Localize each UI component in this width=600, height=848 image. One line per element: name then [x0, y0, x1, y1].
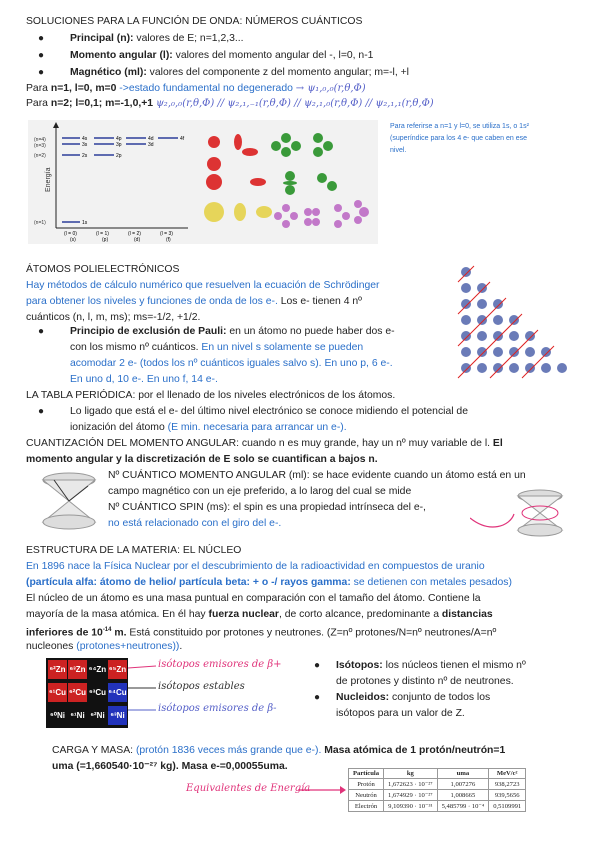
energy-axis-label: Energía: [45, 167, 52, 192]
qn-angular: Momento angular (l): valores del momento angular del -, l=0, n-1: [70, 50, 374, 61]
bullet: ●: [38, 406, 45, 417]
bullet: ●: [38, 326, 45, 337]
spin-cone-diagram: [470, 486, 570, 540]
table-cell: 939,5656: [489, 790, 526, 801]
section-title-polyelectronic: ÁTOMOS POLIELECTRÓNICOS: [26, 264, 180, 275]
pauli-line-3: acomodar 2 e- (todos los nº cuánticos iguales salvo s). En uno p, 6 e-.: [70, 358, 393, 369]
mass-line-2: uma (=1,660540·10⁻²⁷ kg). Masa e-=0,00055uma.: [52, 761, 288, 772]
hw-beta-plus: isótopos emisores de β+: [158, 659, 282, 670]
angular-quantization-line-2: momento angular y la discretización de E solo se cuantifican a bajos n.: [26, 454, 378, 465]
nuclide-cell: ⁶²Ni: [88, 706, 107, 725]
side-note-2: (superíndice para los 4 e- que caben en ese: [390, 135, 527, 142]
nuclide-cell: ⁶¹Cu: [48, 683, 67, 702]
nuclide-cell: ⁶⁴Cu: [108, 683, 127, 702]
ml-line-2: campo magnético con un eje preferido, a lo larog del cual se mide: [108, 486, 412, 497]
isotopes-line-2: de protones y distinto nº de neutrones.: [336, 676, 514, 687]
nuclides-line-2: isótopos para un valor de Z.: [336, 708, 465, 719]
l-label: (l = 0): [64, 231, 77, 237]
hw-stable: isótopos estables: [158, 681, 245, 692]
l-label: (l = 1): [96, 231, 109, 237]
nucleus-line-6: nucleones (protones+neutrones)).: [26, 641, 183, 652]
l-label: (d): [134, 237, 141, 243]
nuclide-cell: ⁶⁰Ni: [48, 706, 67, 725]
nuclide-cell: ⁶²Cu: [68, 683, 87, 702]
pauli-line-2: con los mismo nº cuánticos. En un nivel s solamente se pueden: [70, 342, 364, 353]
angular-quantization-line-1: CUANTIZACIÓN DEL MOMENTO ANGULAR: cuando n es muy grande, hay un nº muy variable de l. El: [26, 438, 503, 449]
table-cell: 1,672623 · 10⁻²⁷: [384, 779, 438, 790]
table-cell: 9,109390 · 10⁻³¹: [384, 801, 438, 812]
table-cell: Neutrón: [349, 790, 384, 801]
table-cell: Electrón: [349, 801, 384, 812]
subshell-label: 4p: [116, 136, 122, 142]
nuclide-cell: ⁶⁵Zn: [108, 660, 127, 679]
table-cell: 5,485799 · 10⁻⁴: [437, 801, 489, 812]
nuclides-line-1: Nucleidos: conjunto de todos los: [336, 692, 491, 703]
section-title-wavefunction: SOLUCIONES PARA LA FUNCIÓN DE ONDA: NÚMEROS CUÁNTICOS: [26, 16, 363, 27]
l-label: (s): [70, 237, 76, 243]
subshell-label: 3p: [116, 142, 122, 148]
level-label: (n=2): [34, 153, 46, 159]
nuclide-cell: ⁶³Zn: [68, 660, 87, 679]
bullet: ●: [38, 33, 45, 44]
l-label: (f): [166, 237, 171, 243]
subshell-label: 1s: [82, 220, 88, 226]
table-header: kg: [384, 769, 438, 779]
energy-arrow: [296, 784, 346, 796]
table-cell: 938,2723: [489, 779, 526, 790]
nuclide-cell: ⁶⁴Zn: [88, 660, 107, 679]
isotopes-line-1: Isótopos: los núcleos tienen el mismo nº: [336, 660, 526, 671]
bullet: ●: [38, 67, 45, 78]
l-label: (l = 3): [160, 231, 173, 237]
hw-beta-minus: isótopos emisores de β-: [158, 703, 277, 714]
bullet: ●: [314, 692, 321, 703]
table-header: uma: [437, 769, 489, 779]
hw-energy-equivalents: Equivalentes de Energía: [186, 783, 311, 794]
subshell-label: 2s: [82, 153, 88, 159]
table-cell: 1,674929 · 10⁻²⁷: [384, 790, 438, 801]
bullet: ●: [38, 50, 45, 61]
qn-magnetic: Magnético (ml): valores del componente z del momento angular; m=-l, +l: [70, 67, 409, 78]
nuclide-cell: ⁶³Cu: [88, 683, 107, 702]
subshell-label: 2p: [116, 153, 122, 159]
table-cell: 0,5109991: [489, 801, 526, 812]
subshell-label: 3d: [148, 142, 154, 148]
mass-line-1: CARGA Y MASA: (protón 1836 veces más grande que e-). Masa atómica de 1 protón/neutrón=1: [52, 745, 506, 756]
poly-line-2: para obtener los niveles y funciones de onda de los e-. Los e- tienen 4 nº: [26, 296, 362, 307]
nuclide-cell: ⁶¹Ni: [68, 706, 87, 725]
aufbau-filling-diagram: [448, 262, 576, 386]
ms-line-1: Nº CUÁNTICO SPIN (ms): el spin es una propiedad intrínseca del e-,: [108, 502, 426, 513]
side-note-3: nivel.: [390, 147, 407, 154]
n1-line: Para n=1, l=0, m=0 ->estado fundamental no degenerado → ψ₁,₀,₀(r,θ,Φ): [26, 83, 366, 94]
poly-line-3: cuánticos (n, l, m, ms); ms=-1/2, +1/2.: [26, 312, 201, 323]
qn-principal: Principal (n): valores de E; n=1,2,3...: [70, 33, 244, 44]
level-label: (n=1): [34, 220, 46, 226]
bullet: ●: [314, 660, 321, 671]
angular-momentum-cone-diagram: [34, 466, 104, 536]
subshell-label: 3s: [82, 142, 88, 148]
ionization-line-2: ionización del átomo (E min. necesaria para arrancar un e-).: [70, 422, 347, 433]
nucleus-line-1: En 1896 nace la Física Nuclear por el descubrimiento de la radioactividad en compuestos de uranio: [26, 561, 485, 572]
ionization-line-1: Lo ligado que está el e- del último nivel electrónico se conoce midiendo el potencial de: [70, 406, 468, 417]
poly-line-1: Hay métodos de cálculo numérico que resuelven la ecuación de Schrödinger: [26, 280, 380, 291]
table-cell: Protón: [349, 779, 384, 790]
pauli-line-4: En uno d, 10 e-. En uno f, 14 e-.: [70, 374, 218, 385]
nucleus-line-4: mayoría de la masa atómica. En él hay fuerza nuclear, de corto alcance, predominante a distancias: [26, 609, 493, 620]
table-row: [349, 790, 526, 801]
pauli-line-1: Principio de exclusión de Pauli: en un átomo no puede haber dos e-: [70, 326, 395, 337]
l-label: (p): [102, 237, 109, 243]
table-header: Partícula: [349, 769, 384, 779]
periodic-table-line: LA TABLA PERIÓDICA: por el llenado de los niveles electrónicos de los átomos.: [26, 390, 396, 401]
subshell-label: 4d: [148, 136, 154, 142]
table-header: MeV/c²: [489, 769, 526, 779]
nucleus-line-3: El núcleo de un átomo es una masa puntual en comparación con el tamaño del átomo. Contiene la: [26, 593, 481, 604]
particle-mass-table: [348, 768, 526, 812]
energy-level-diagram: [28, 120, 378, 244]
subshell-label: 4s: [82, 136, 88, 142]
ms-line-2: no está relacionado con el giro del e-.: [108, 518, 282, 529]
nuclide-cell: ⁶³Ni: [108, 706, 127, 725]
annotation-arrows: [126, 660, 160, 716]
ml-line-1: Nº CUÁNTICO MOMENTO ANGULAR (ml): se hace evidente cuando un átomo está en un: [108, 470, 526, 481]
level-label: (n=4): [34, 137, 46, 143]
n2-line: Para n=2; l=0,1; m=-1,0,+1 ψ₂,₀,₀(r,θ,Φ) // ψ₂,₁,₋₁(r,θ,Φ) // ψ₂,₁,₀(r,θ,Φ) // ψ₂,₁,₁(r,θ,Φ): [26, 98, 434, 109]
table-row: [349, 779, 526, 790]
level-label: (n=3): [34, 143, 46, 149]
nuclide-cell: ⁶²Zn: [48, 660, 67, 679]
side-note-1: Para referirse a n=1 y l=0, se utiliza 1s, o 1s²: [390, 123, 529, 130]
l-label: (l = 2): [128, 231, 141, 237]
nuclide-chart: [46, 658, 128, 728]
table-cell: 1,008665: [437, 790, 489, 801]
table-row: [349, 801, 526, 812]
nucleus-line-5: inferiores de $10^{-14}$ m. Está constituido por protones y neutrones. (Z=nº protones/N=nº neutrones/A=nº: [26, 627, 497, 639]
subshell-label: 4f: [180, 136, 185, 142]
section-title-nucleus: ESTRUCTURA DE LA MATERIA: EL NÚCLEO: [26, 545, 242, 556]
nucleus-line-2: (partícula alfa: átomo de helio/ partícula beta: + o -/ rayos gamma: se detienen con metales pesados): [26, 577, 512, 588]
table-cell: 1,007276: [437, 779, 489, 790]
